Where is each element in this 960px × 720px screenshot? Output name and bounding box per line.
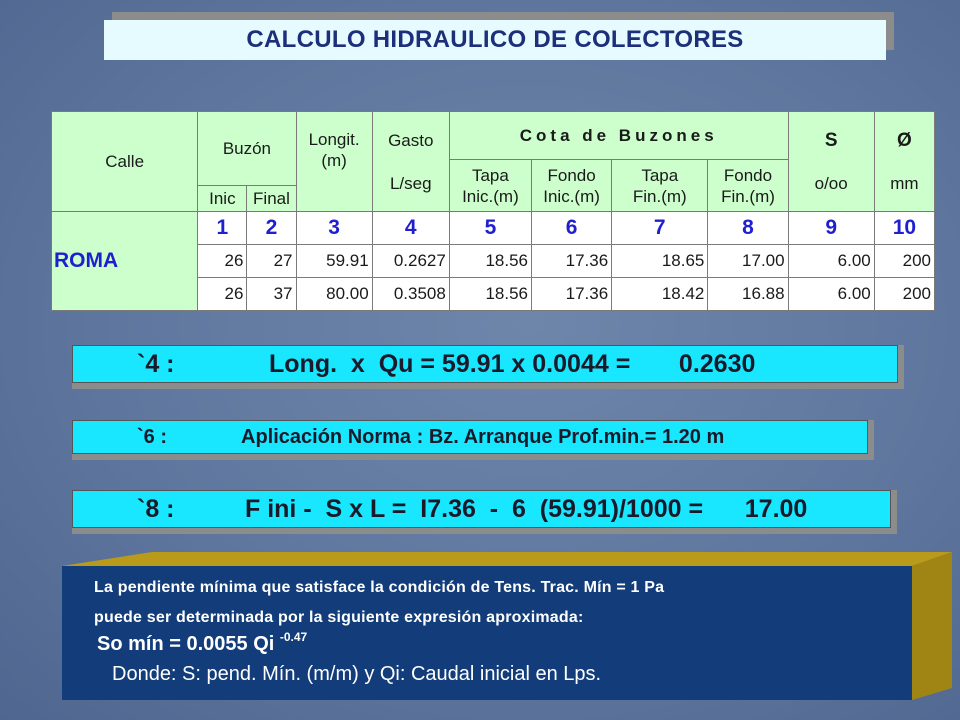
header-tapa-fin xyxy=(612,160,708,212)
header-diameter-label: Ø xyxy=(896,129,912,151)
formula-label: `6 : xyxy=(137,425,167,448)
index-cell: 9 xyxy=(788,212,874,245)
table-cell: 80.00 xyxy=(296,278,372,311)
formula-box-4 xyxy=(72,345,904,389)
table-cell: 26 xyxy=(198,278,247,311)
formula-label: `8 : xyxy=(137,494,175,523)
header-s-label: S xyxy=(824,129,838,151)
street-name: ROMA xyxy=(52,212,198,311)
header-gasto xyxy=(372,112,449,212)
index-cell: 6 xyxy=(532,212,612,245)
index-cell: 2 xyxy=(247,212,296,245)
index-cell: 3 xyxy=(296,212,372,245)
header-gasto-label: Gasto xyxy=(388,130,434,150)
header-inic: Inic xyxy=(198,186,247,212)
header-calle: Calle xyxy=(52,112,198,212)
header-tapa-inic-l2: Inic.(m) xyxy=(462,186,519,206)
formula-expression: F ini - S x L = I7.36 - 6 (59.91)/1000 = 17.00 xyxy=(245,494,808,523)
index-cell: 4 xyxy=(372,212,449,245)
note-line-4: Donde: S: pend. Mín. (m/m) y Qi: Caudal inicial en Lps. xyxy=(112,663,602,685)
table-cell: 18.42 xyxy=(612,278,708,311)
table-cell: 6.00 xyxy=(788,278,874,311)
formula-label: `4 : xyxy=(137,349,175,378)
header-fondo-fin-l1: Fondo xyxy=(723,165,773,185)
header-cota: Cota de Buzones xyxy=(449,112,788,160)
table-cell: 27 xyxy=(247,245,296,278)
header-tapa-inic-l1: Tapa xyxy=(471,165,509,185)
header-fondo-fin xyxy=(708,160,788,212)
formula-expression: Long. x Qu = 59.91 x 0.0044 = 0.2630 xyxy=(269,349,756,378)
table-cell: 17.36 xyxy=(532,278,612,311)
hydraulic-table-container xyxy=(51,111,935,310)
header-tapa-inic xyxy=(449,160,531,212)
index-cell: 10 xyxy=(874,212,934,245)
table-cell: 37 xyxy=(247,278,296,311)
header-fondo-inic-l2: Inic.(m) xyxy=(543,186,600,206)
formula-box-6 xyxy=(72,420,874,460)
header-s xyxy=(788,112,874,212)
header-fondo-fin-l2: Fin.(m) xyxy=(721,186,775,206)
table-cell: 17.00 xyxy=(708,245,788,278)
formula-box-8 xyxy=(72,490,897,534)
index-cell: 5 xyxy=(449,212,531,245)
header-buzon: Buzón xyxy=(198,112,296,186)
header-tapa-fin-l1: Tapa xyxy=(641,165,679,185)
table-cell: 26 xyxy=(198,245,247,278)
hydraulic-table xyxy=(51,111,935,311)
note-formula-base: So mín = 0.0055 Qi xyxy=(97,633,275,655)
note-formula xyxy=(97,630,308,656)
index-cell: 1 xyxy=(198,212,247,245)
table-cell: 200 xyxy=(874,278,934,311)
header-diameter-unit: mm xyxy=(890,173,919,193)
note-formula-exponent: -0.47 xyxy=(279,630,308,644)
table-cell: 18.65 xyxy=(612,245,708,278)
header-s-unit: o/oo xyxy=(814,173,848,193)
note-line-1: La pendiente mínima que satisface la condición de Tens. Trac. Mín = 1 Pa xyxy=(94,579,665,596)
header-gasto-unit: L/seg xyxy=(389,173,432,193)
table-cell: 0.3508 xyxy=(372,278,449,311)
table-cell: 16.88 xyxy=(708,278,788,311)
table-cell: 18.56 xyxy=(449,245,531,278)
note-line-2: puede ser determinada por la siguiente expresión aproximada: xyxy=(94,609,584,626)
header-tapa-fin-l2: Fin.(m) xyxy=(632,186,687,206)
table-cell: 200 xyxy=(874,245,934,278)
formula-expression: Aplicación Norma : Bz. Arranque Prof.min.= 1.20 m xyxy=(241,425,725,448)
header-final: Final xyxy=(247,186,296,212)
table-cell: 17.36 xyxy=(532,245,612,278)
table-cell: 18.56 xyxy=(449,278,531,311)
header-fondo-inic-l1: Fondo xyxy=(547,165,596,185)
header-longit-label: Longit. xyxy=(308,129,360,149)
table-cell: 6.00 xyxy=(788,245,874,278)
header-fondo-inic xyxy=(532,160,612,212)
index-cell: 7 xyxy=(612,212,708,245)
header-diameter xyxy=(874,112,934,212)
header-longit xyxy=(296,112,372,212)
index-cell: 8 xyxy=(708,212,788,245)
header-longit-unit: (m) xyxy=(321,150,347,170)
table-cell: 59.91 xyxy=(296,245,372,278)
table-cell: 0.2627 xyxy=(372,245,449,278)
slide-title: CALCULO HIDRAULICO DE COLECTORES xyxy=(104,20,886,60)
